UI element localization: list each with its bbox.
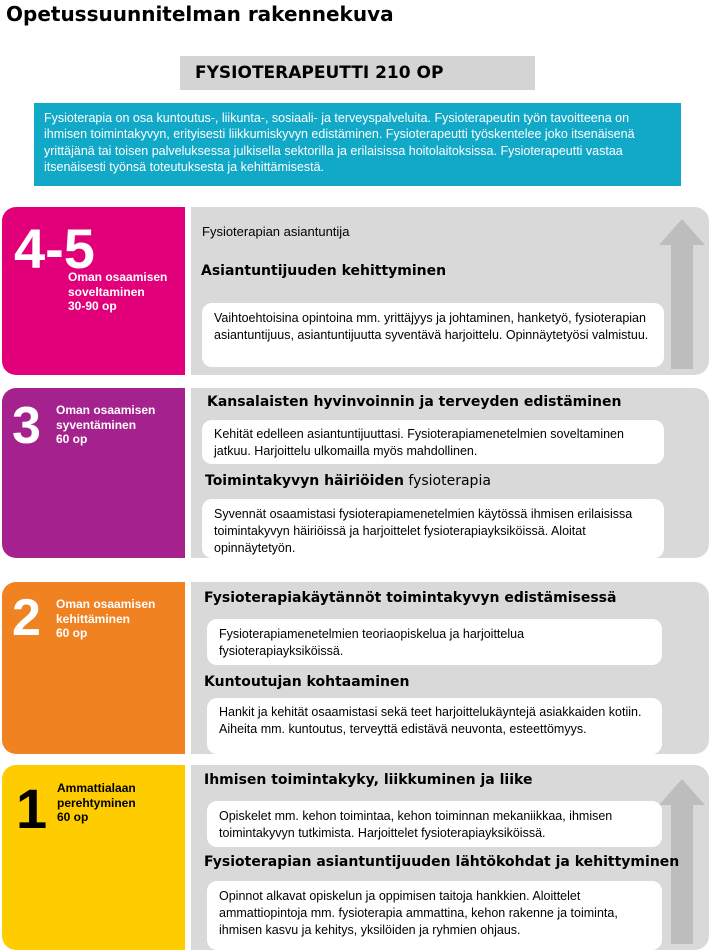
level-3-label-line2: syventäminen: [56, 417, 137, 432]
level-3-card-2: [202, 499, 664, 558]
level-1-card-2-text: Opinnot alkavat opiskelun ja oppimisen taitoja hankkien. Aloittelet ammattiopintoja mm. fysioterapia ammattina, kehon rakenne ja toiminta, ihmisen kasvu ja kehitys, yksilöiden ja ryhmien ohjaus.: [219, 889, 618, 937]
level-45-number: 4-5: [14, 217, 95, 280]
level-1-label: [57, 781, 136, 825]
level-45-card-text: Vaihtoehtoisina opintoina mm. yrittäjyys ja johtaminen, hanketyö, fysioterapian asiantuntijuus, asiantuntijuutta syventävä harjoittelu. Opinnäytetyösi valmistuu.: [214, 311, 649, 342]
level-45-label-panel: [2, 207, 185, 375]
level-3-content-panel: [191, 388, 709, 558]
level-2-heading-2: Kuntoutujan kohtaaminen: [204, 674, 410, 690]
level-45-label-line2: soveltaminen: [68, 284, 145, 299]
level-2-label-panel: [2, 582, 185, 754]
level-3-card-1: [202, 420, 664, 464]
level-3-label: [56, 403, 155, 447]
level-2-content-panel: [191, 582, 709, 754]
level-3-band: [2, 388, 709, 558]
level-1-card-1: [207, 801, 662, 847]
level-2-card-1-text: Fysioterapiamenetelmien teoriaopiskelua ja harjoittelua fysioterapiayksiköissä.: [219, 627, 525, 658]
level-1-band: [2, 765, 709, 950]
level-1-heading-1: Ihmisen toimintakyky, liikkuminen ja liike: [204, 772, 533, 788]
page-title: Opetussuunnitelman rakennekuva: [6, 2, 394, 26]
level-2-card-1: [207, 619, 662, 665]
level-45-credits: 30-90 op: [68, 299, 117, 313]
level-2-card-2-text: Hankit ja kehität osaamistasi sekä teet harjoittelukäyntejä asiakkaiden kotiin. Aiheita mm. kuntoutus, terveyttä edistävä neuvonta, esteettömyys.: [219, 705, 642, 736]
program-title-box: [180, 56, 535, 90]
level-1-card-2: [207, 881, 662, 950]
intro-box: [34, 103, 681, 186]
up-arrow-icon: [659, 219, 705, 369]
level-3-heading-1: Kansalaisten hyvinvoinnin ja terveyden edistäminen: [207, 394, 622, 410]
level-2-band: [2, 582, 709, 754]
level-3-heading-2: [205, 473, 491, 489]
level-3-card-2-text: Syvennät osaamistasi fysioterapiamenetelmien käytössä ihmisen erilaisissa toimintakyvyn häiriöissä ja harjoittelet fysioterapiayksiköissä. Aloitat opinnäytetyön.: [214, 507, 633, 555]
level-45-subtitle: Fysioterapian asiantuntija: [202, 224, 350, 239]
level-1-heading-2: Fysioterapian asiantuntijuuden lähtökohdat ja kehittyminen: [204, 854, 680, 870]
level-1-label-panel: [2, 765, 185, 950]
level-45-band: [2, 207, 709, 375]
level-2-number: 2: [12, 589, 41, 647]
level-45-heading: Asiantuntijuuden kehittyminen: [201, 263, 447, 279]
level-3-card-1-text: Kehität edelleen asiantuntijuuttasi. Fysioterapiamenetelmien soveltaminen jatkuu. Harjoittelu ulkomailla myös mahdollinen.: [214, 427, 624, 458]
level-1-number: 1: [16, 777, 48, 840]
level-1-card-1-text: Opiskelet mm. kehon toimintaa, kehon toiminnan mekaniikkaa, ihmisen toimintakyvyn tutkimista. Harjoittelet fysioterapiayksiköissä.: [219, 809, 613, 840]
level-2-label-line2: kehittäminen: [56, 611, 131, 626]
level-3-label-line1: Oman osaamisen: [56, 403, 156, 417]
level-2-card-2: [207, 698, 662, 754]
level-3-number: 3: [12, 397, 41, 455]
level-45-label-line1: Oman osaamisen: [68, 270, 168, 284]
level-3-credits: 60 op: [56, 432, 88, 446]
program-title: FYSIOTERAPEUTTI 210 OP: [195, 63, 444, 83]
level-2-label: [56, 597, 155, 641]
intro-text: Fysioterapia on osa kuntoutus-, liikunta-, sosiaali- ja terveyspalveluita. Fysioterapeutin työn tavoitteena on ihmisen toimintakyvyn, erityisesti liikkumiskyvyn edistäminen. Fysioterapeutti työskentelee joko itsenäisenä yrittäjänä tai toisen palveluksessa julkisella sektorilla ja erilaisissa hoitolaitoksissa. Fysioterapeutti vastaa itsenäisesti työnsä toteutuksesta ja kehittämisestä.: [44, 111, 635, 175]
level-3-heading-2-plain: fysioterapia: [403, 473, 491, 489]
level-2-heading-1: Fysioterapiakäytännöt toimintakyvyn edistämisessä: [204, 590, 617, 606]
level-1-credits: 60 op: [57, 810, 89, 824]
level-1-label-line2: perehtyminen: [57, 795, 136, 810]
level-45-content-panel: [191, 207, 709, 375]
level-3-label-panel: [2, 388, 185, 558]
level-1-label-line1: Ammattialaan: [57, 781, 136, 795]
level-2-credits: 60 op: [56, 626, 88, 640]
level-2-label-line1: Oman osaamisen: [56, 597, 156, 611]
level-3-heading-2-bold: Toimintakyvyn häiriöiden: [205, 473, 404, 489]
level-1-content-panel: [191, 765, 709, 950]
level-45-card: [202, 303, 664, 367]
level-45-label: [68, 270, 167, 314]
